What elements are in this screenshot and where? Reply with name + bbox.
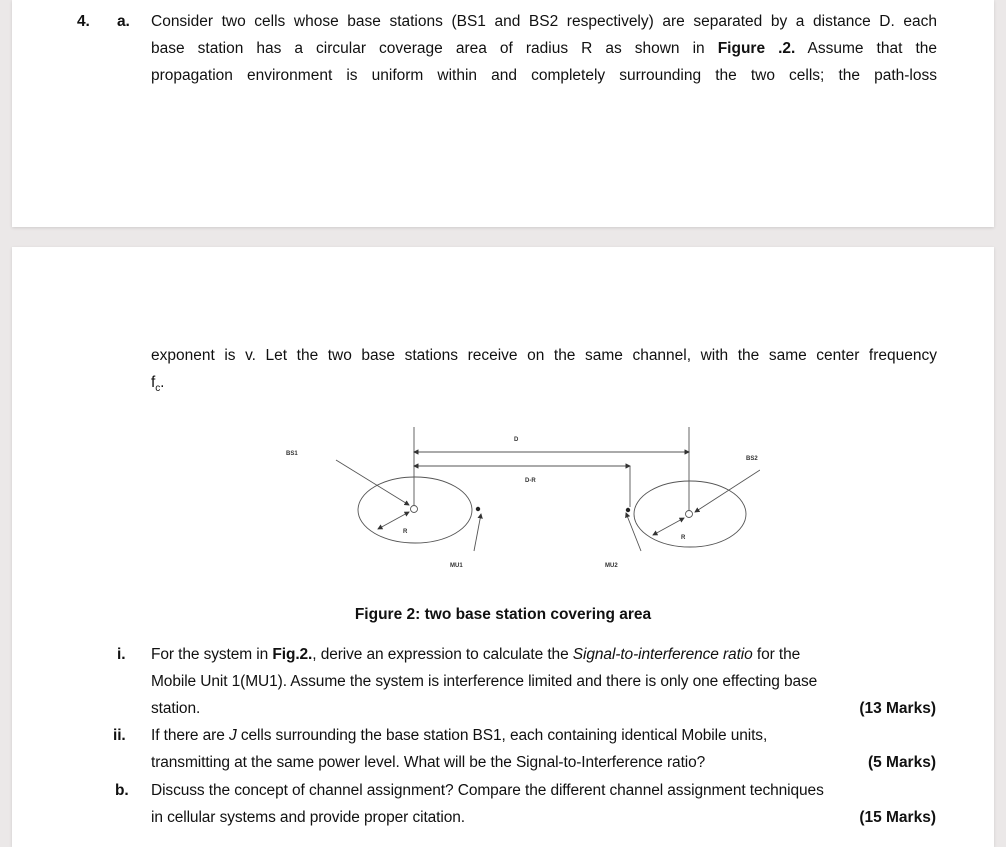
frequency-symbol: f: [151, 374, 156, 391]
sub-ii-line-2: transmitting at the same power level. What will be the Signal-to-Interference ratio?: [151, 754, 706, 771]
frequency-subscript: c: [155, 383, 161, 395]
part-a-line-2-text: base station has a circular coverage area of radius R as shown in: [151, 40, 705, 57]
label-mu1: MU1: [450, 563, 463, 569]
sub-ii-label: ii.: [113, 727, 126, 744]
label-r-right: R: [681, 535, 686, 541]
label-bs2: BS2: [746, 456, 758, 462]
sub-ii-line-1-post: cells surrounding the base station BS1, each containing identical Mobile units,: [236, 727, 768, 744]
part-b-line-2: in cellular systems and provide proper citation.: [151, 809, 465, 826]
sub-i-line-2: Mobile Unit 1(MU1). Assume the system is interference limited and there is only one effecting base: [151, 673, 818, 690]
j-variable: J: [228, 727, 237, 744]
sub-i-line-1-post: for the: [752, 646, 801, 663]
part-a-line-5: [151, 369, 164, 402]
fig-reference: Fig.2.: [272, 646, 313, 663]
sir-term: Signal-to-interference ratio: [572, 646, 753, 663]
label-d: D: [514, 437, 519, 443]
part-a-line-3: propagation environment is uniform within and completely surrounding the two cells; the path-loss: [151, 67, 937, 84]
label-r-left: R: [403, 529, 408, 535]
label-mu2: MU2: [605, 563, 618, 569]
part-a-line-2: [151, 35, 937, 62]
part-b-marks: (15 Marks): [859, 809, 936, 826]
sub-i-line-1-mid: , derive an expression to calculate the: [312, 646, 573, 663]
part-a-line-1: Consider two cells whose base stations (BS1 and BS2 respectively) are separated by a distance D. each: [151, 13, 937, 30]
part-b-label: b.: [115, 782, 129, 799]
period: .: [160, 374, 165, 391]
sub-i-line-3: station.: [151, 700, 201, 717]
label-d-minus-r: D-R: [525, 478, 536, 484]
sub-i-marks: (13 Marks): [859, 700, 936, 717]
label-bs1: BS1: [286, 451, 298, 457]
figure-reference: Figure .2.: [717, 40, 796, 57]
part-a-label: a.: [117, 13, 130, 30]
sub-ii-line-1-pre: If there are: [151, 727, 229, 744]
figure-two-base-stations: [280, 415, 760, 585]
sub-i-label: i.: [117, 646, 126, 663]
sub-ii-marks: (5 Marks): [867, 754, 936, 771]
part-b-line-1: Discuss the concept of channel assignment? Compare the different channel assignment techniques: [151, 782, 824, 799]
question-number: 4.: [77, 13, 90, 30]
part-a-line-2-tail: Assume that the: [807, 40, 937, 57]
sub-ii-line-1: [151, 722, 767, 749]
figure-caption: Figure 2: two base station covering area: [354, 606, 652, 623]
sub-i-line-1: [151, 641, 800, 668]
part-a-line-4: exponent is v. Let the two base stations receive on the same channel, with the same center frequency: [151, 347, 937, 364]
sub-i-line-1-pre: For the system in: [151, 646, 273, 663]
